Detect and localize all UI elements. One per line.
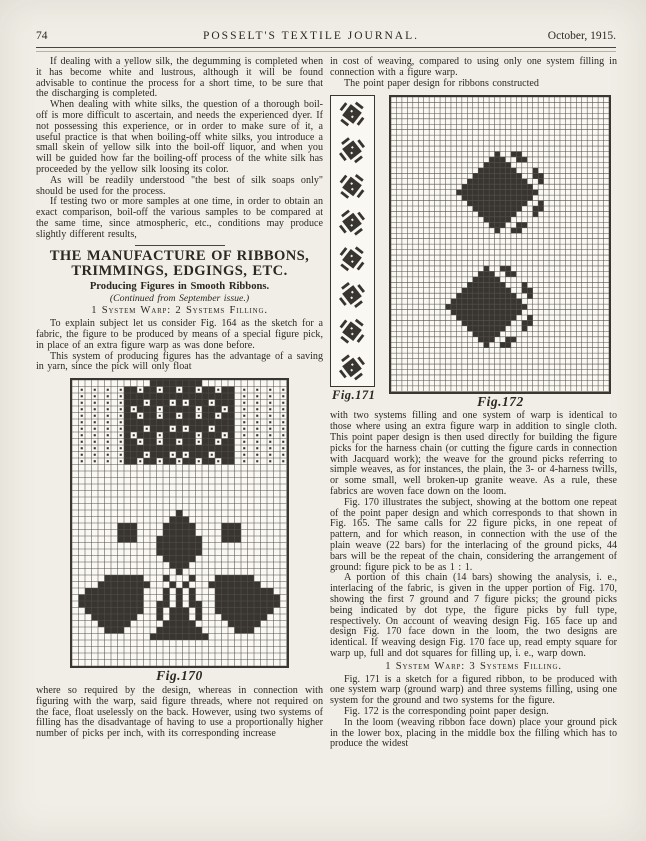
continued-note: (Continued from September issue.)	[109, 292, 250, 304]
system-line-2: 1 System Warp: 3 Systems Filling.	[385, 660, 562, 672]
paragraph-fig172-design: Fig. 172 is the corresponding point paper design.	[344, 706, 549, 717]
fig171-caption: Fig.171	[332, 388, 376, 403]
paragraph-float-design: where so required by the design, whereas in connection with figuring with the warp, said figure threads, where not required on the face, float uselessly on the back. However, using two systems of filling has the disadvantage of having to use a proportionally higher number of picks per inch, with its corresponding increase	[36, 684, 323, 740]
paragraph-loom-boxes: In the loom (weaving ribbon face down) place your ground pick in the lower box, placing in the middle box the filling which has to produce the widest	[330, 716, 617, 750]
header-rule	[36, 47, 616, 52]
paragraph-degumming: If dealing with a yellow silk, the degumming is completed when it has become white and lustrous, although it will be found advisable to continue the process for a short time, to be sure that the discharging is completed.	[36, 56, 323, 100]
paragraph-testing-samples: If testing two or more samples at one time, in order to obtain an exact comparison, boil-off the various samples to be compared at the same time, since atmospheric, etc., conditions may produce slightly different results,	[36, 196, 323, 240]
section-subheading: Producing Figures in Smooth Ribbons.	[89, 280, 270, 292]
paragraph-fig171-sketch: Fig. 171 is a sketch for a figured ribbon, to be produced with one system warp (ground warp) and three systems filling, using one system for the ground and two systems for the figure.	[330, 673, 617, 707]
fig172-point-paper-design	[389, 95, 611, 393]
fig172-block	[389, 95, 611, 411]
journal-title: POSSELT'S TEXTILE JOURNAL.	[202, 30, 420, 42]
fig170-block	[70, 378, 289, 682]
fig170-point-paper-design	[70, 378, 289, 668]
fig171-block	[330, 95, 375, 405]
paragraph-point-paper-intro: The point paper design for ribbons constructed	[344, 77, 539, 89]
paragraph-fig164: To explain subject let us consider Fig. 164 as the sketch for a fabric, the figure to be produced by means of a special figure pick, in place of an extra figure warp as was done before.	[36, 318, 323, 351]
paragraph-fig170-illustrates: Fig. 170 illustrates the subject, showing at the bottom one repeat of the point paper design and which corresponds to that shown in Fig. 165. The same calls for 22 figure picks, in one repeat of pattern, and for which reason, in connection with the use of the plain weave (22 bars) for the interlacing of the ground picks, 44 bars will be the repeat of the chain, considering the arrangement of ground: figure pick to be as 1 : 1.	[330, 496, 617, 573]
section-divider	[135, 245, 225, 246]
system-line-1: 1 System Warp: 2 Systems Filling.	[91, 305, 268, 317]
section-heading-line2: TRIMMINGS, EDGINGS, ETC.	[71, 263, 288, 280]
paragraph-chain-analysis: A portion of this chain (14 bars) showing the analysis, i. e., interlacing of the fabric, is given in the upper portion of Fig. 170, showing the first 7 ground and 7 figure picks; the ground picks being indicated by dot type, the figure picks by full type, respectively. On account of weaving design Fig. 165 face up and design Fig. 170 face down in the loom, the two designs are identical. If weaving design Fig. 170 face up, read empty square for warp up, full and dot squares for filling up, i. e., warp down.	[330, 572, 617, 660]
fig172-caption: Fig.172	[477, 393, 524, 409]
paragraph-saving-yarn: This system of producing figures has the advantage of a saving in yarn, since the pick will only float	[36, 350, 323, 373]
left-column	[36, 57, 323, 740]
figures-row	[330, 95, 617, 411]
right-column	[330, 57, 617, 750]
page-header	[36, 30, 616, 42]
paragraph-white-silks: When dealing with white silks, the question of a thorough boil-off is more difficult to ascertain, and needs the experienced dyer. If not possessing this experience, or in order to make sure of it, a useful practice is that when boiling-off white silks, you introduce a small skein of yellow silk into the boil-off liquor, and when you will be guided how far the boiling-off process of the white silk has proceeded by the yellow silk loosing its color.	[36, 99, 323, 175]
section-heading	[36, 249, 323, 280]
paragraph-cost-weaving: in cost of weaving, compared to using only one system filling in connection with a figure warp.	[330, 56, 617, 78]
fig171-ribbon-sketch	[330, 95, 375, 387]
paragraph-two-systems: with two systems filling and one system of warp is identical to those where using an extra figure warp in addition to single cloth. This point paper design is then used directly for building the figure picks for the harness chain (or cutting the figure cards in connection with Jacquard work); the weave for the ground picks referring to simple weaves, as for instances, the plain, the 3- or 4-harness twills, or some small, well broken-up granite weave. As a rule, these fabrics are woven face down on the loom.	[330, 410, 617, 498]
paragraph-silk-soaps: As will be readily understood "the best of silk soaps only" should be used for the process.	[36, 174, 323, 197]
issue-date: October, 1915.	[547, 30, 616, 42]
page-number: 74	[36, 30, 48, 42]
fig170-caption: Fig.170	[156, 668, 203, 684]
section-heading-line1: THE MANUFACTURE OF RIBBONS,	[49, 247, 310, 264]
